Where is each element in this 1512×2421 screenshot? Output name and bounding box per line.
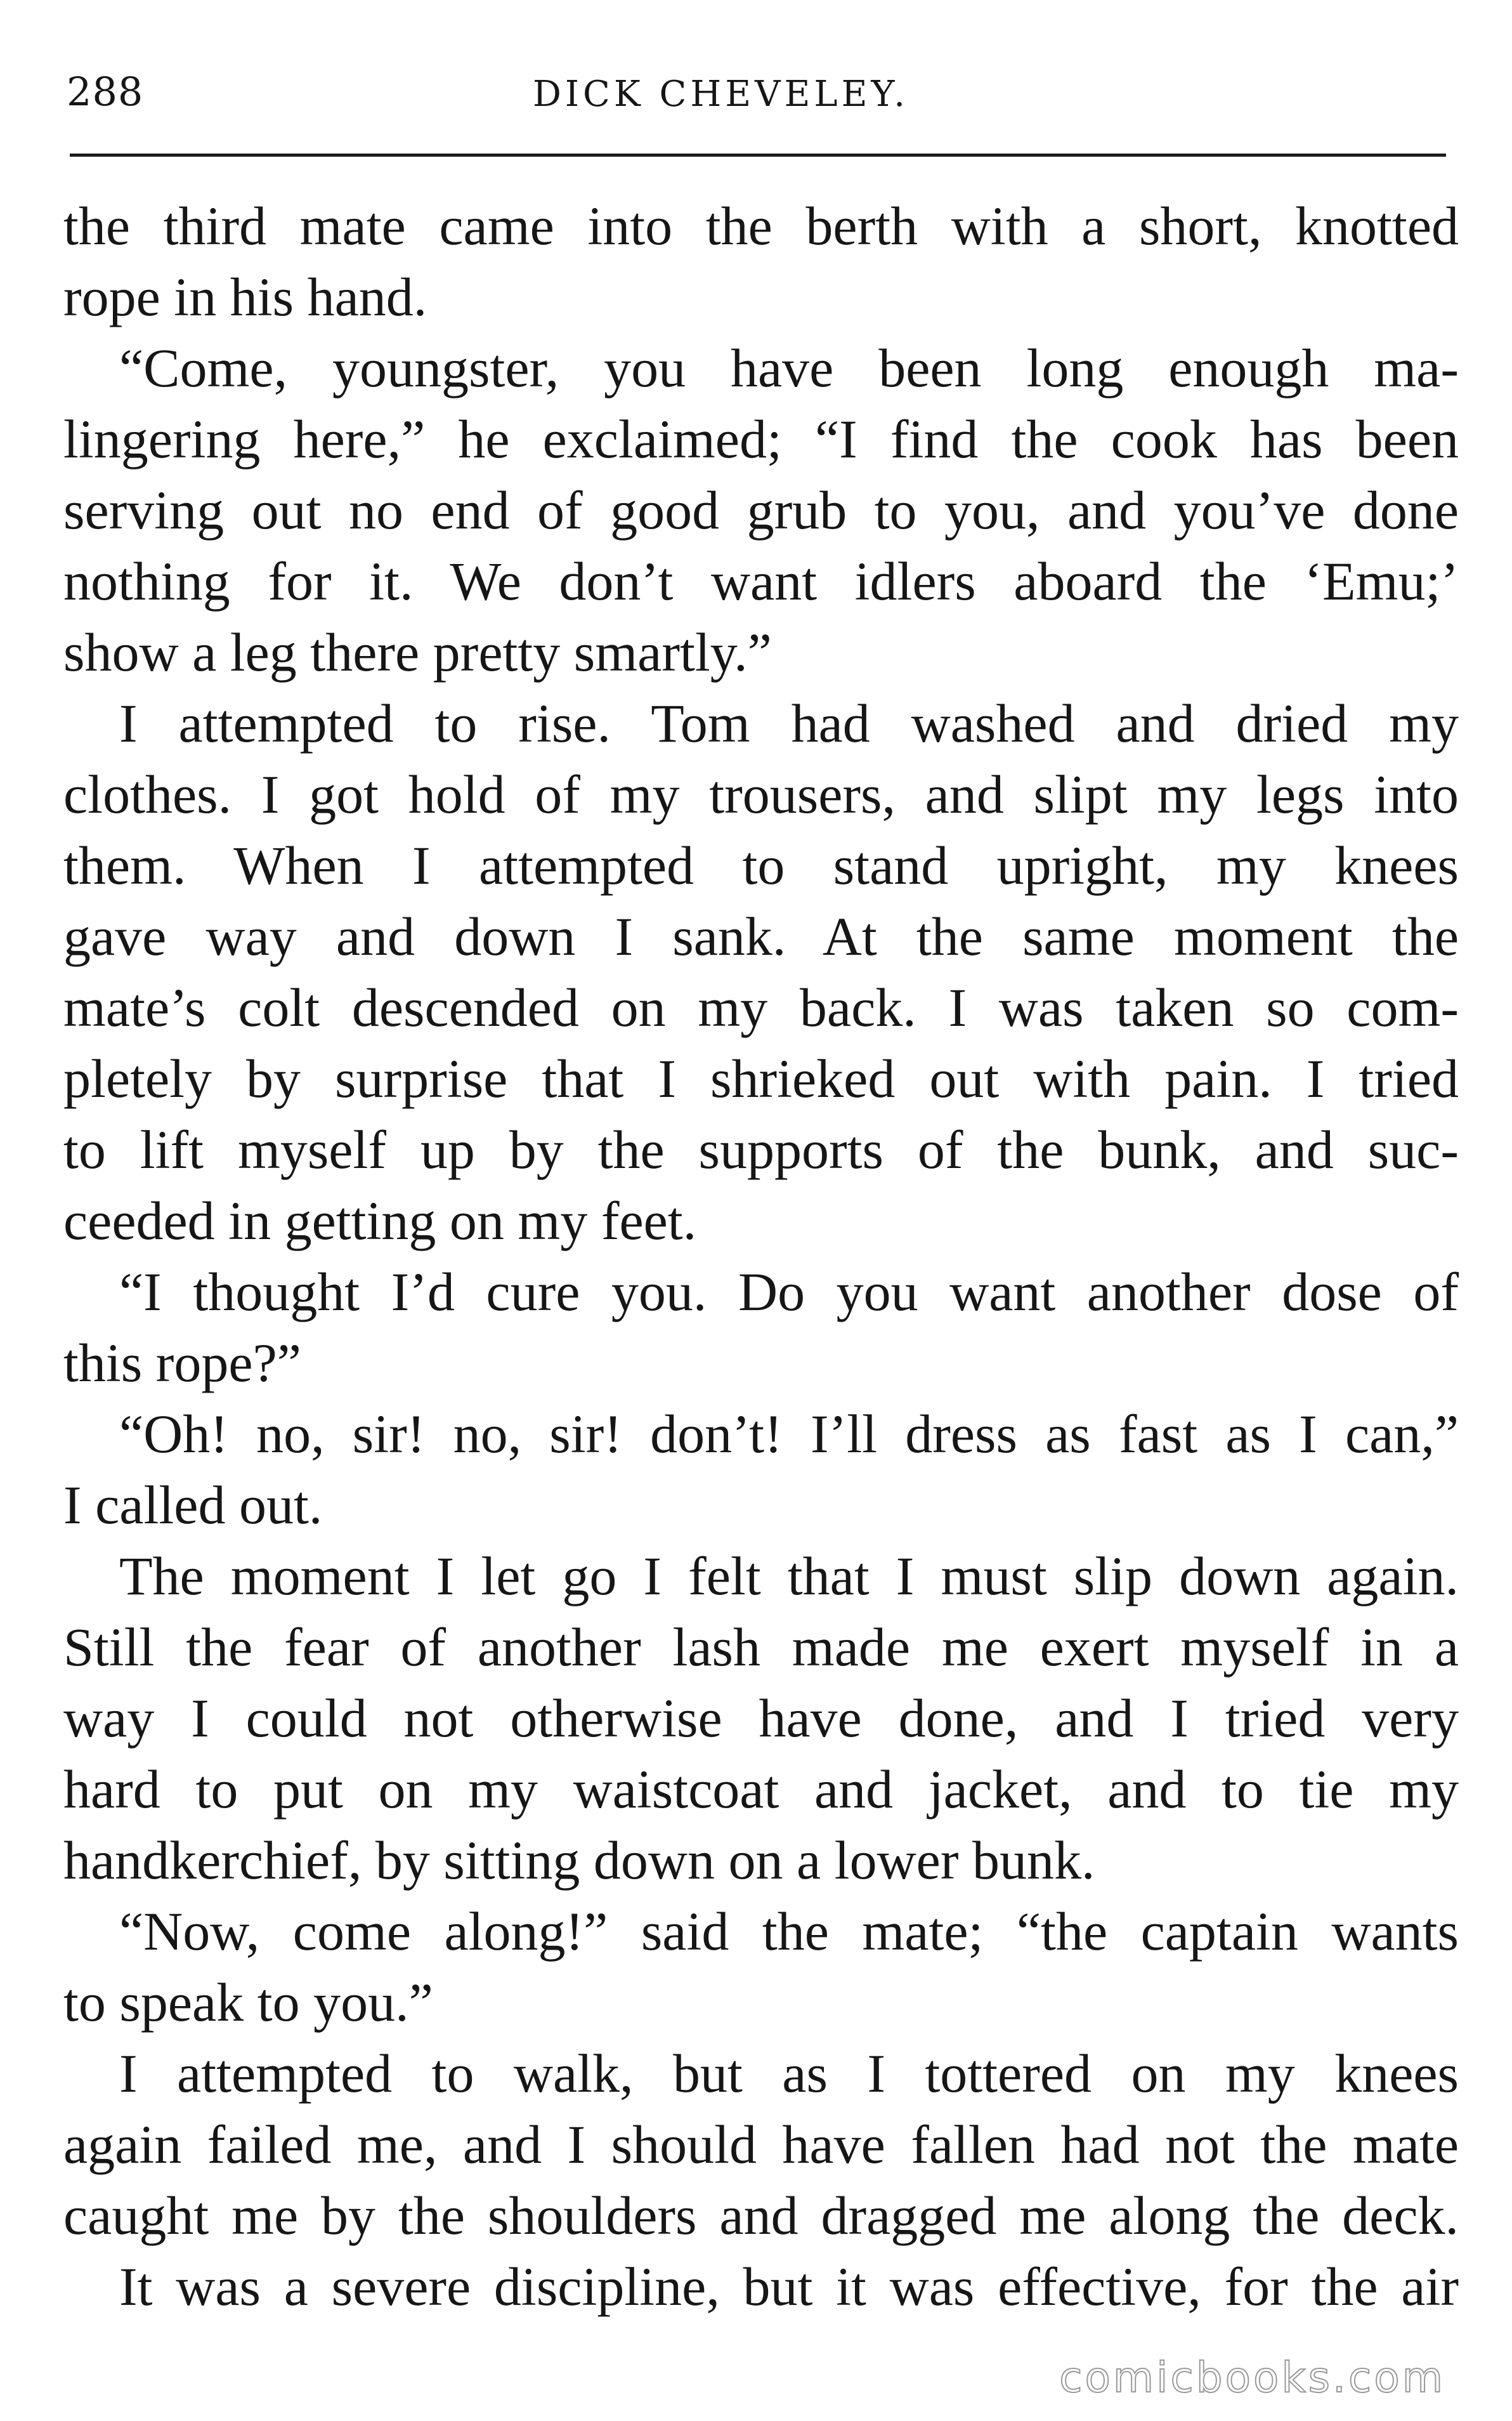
text-line: “Oh! no, sir! no, sir! don’t! I’ll dress as fast as I can,” xyxy=(119,1403,1459,1464)
text-line: this rope?” xyxy=(63,1332,301,1393)
text-line: the third mate came into the berth with a short, knotted xyxy=(63,195,1459,256)
running-title: DICK CHEVELEY. xyxy=(533,74,909,115)
text-line: lingering here,” he exclaimed; “I find the cook has been xyxy=(63,409,1459,469)
text-line: caught me by the shoulders and dragged me along the deck. xyxy=(63,2185,1459,2246)
text-line: again failed me, and I should have fallen had not the mate xyxy=(63,2114,1459,2175)
text-line: way I could not otherwise have done, and I tried very xyxy=(63,1688,1459,1748)
text-line: Still the fear of another lash made me exert myself in a xyxy=(63,1617,1459,1677)
text-line: serving out no end of good grub to you, and you’ve done xyxy=(63,480,1459,541)
text-line: “Now, come along!” said the mate; “the captain wants xyxy=(119,1901,1459,1962)
text-line: I called out. xyxy=(63,1474,323,1535)
text-line: I attempted to walk, but as I tottered on my knees xyxy=(119,2043,1459,2104)
text-line: I attempted to rise. Tom had washed and dried my xyxy=(119,693,1459,754)
text-line: them. When I attempted to stand upright, my knees xyxy=(63,835,1459,896)
text-line: gave way and down I sank. At the same moment the xyxy=(63,906,1459,967)
text-line: “Come, youngster, you have been long enough ma- xyxy=(119,338,1459,398)
text-line: ceeded in getting on my feet. xyxy=(63,1190,697,1251)
watermark: comicbooks.com xyxy=(1059,2353,1445,2402)
header-rule xyxy=(70,154,1446,157)
text-line: handkerchief, by sitting down on a lower bunk. xyxy=(63,1830,1095,1891)
text-line: to lift myself up by the supports of the bunk, and suc- xyxy=(63,1119,1459,1180)
page-header xyxy=(67,69,1449,119)
text-line: It was a severe discipline, but it was effective, for the air xyxy=(119,2256,1459,2317)
body-text xyxy=(63,190,1459,2322)
text-line: hard to put on my waistcoat and jacket, and to tie my xyxy=(63,1759,1459,1820)
text-line: rope in his hand. xyxy=(63,266,427,327)
text-line: pletely by surprise that I shrieked out with pain. I tried xyxy=(63,1048,1459,1109)
text-line: show a leg there pretty smartly.” xyxy=(63,622,772,683)
text-line: clothes. I got hold of my trousers, and slipt my legs into xyxy=(63,764,1459,825)
text-line: nothing for it. We don’t want idlers aboard the ‘Emu;’ xyxy=(63,551,1459,612)
text-line: The moment I let go I felt that I must slip down again. xyxy=(119,1545,1459,1606)
text-line: to speak to you.” xyxy=(63,1972,433,2033)
text-line: “I thought I’d cure you. Do you want another dose of xyxy=(119,1261,1459,1322)
page-number: 288 xyxy=(67,69,144,115)
text-line: mate’s colt descended on my back. I was taken so com- xyxy=(63,977,1459,1038)
